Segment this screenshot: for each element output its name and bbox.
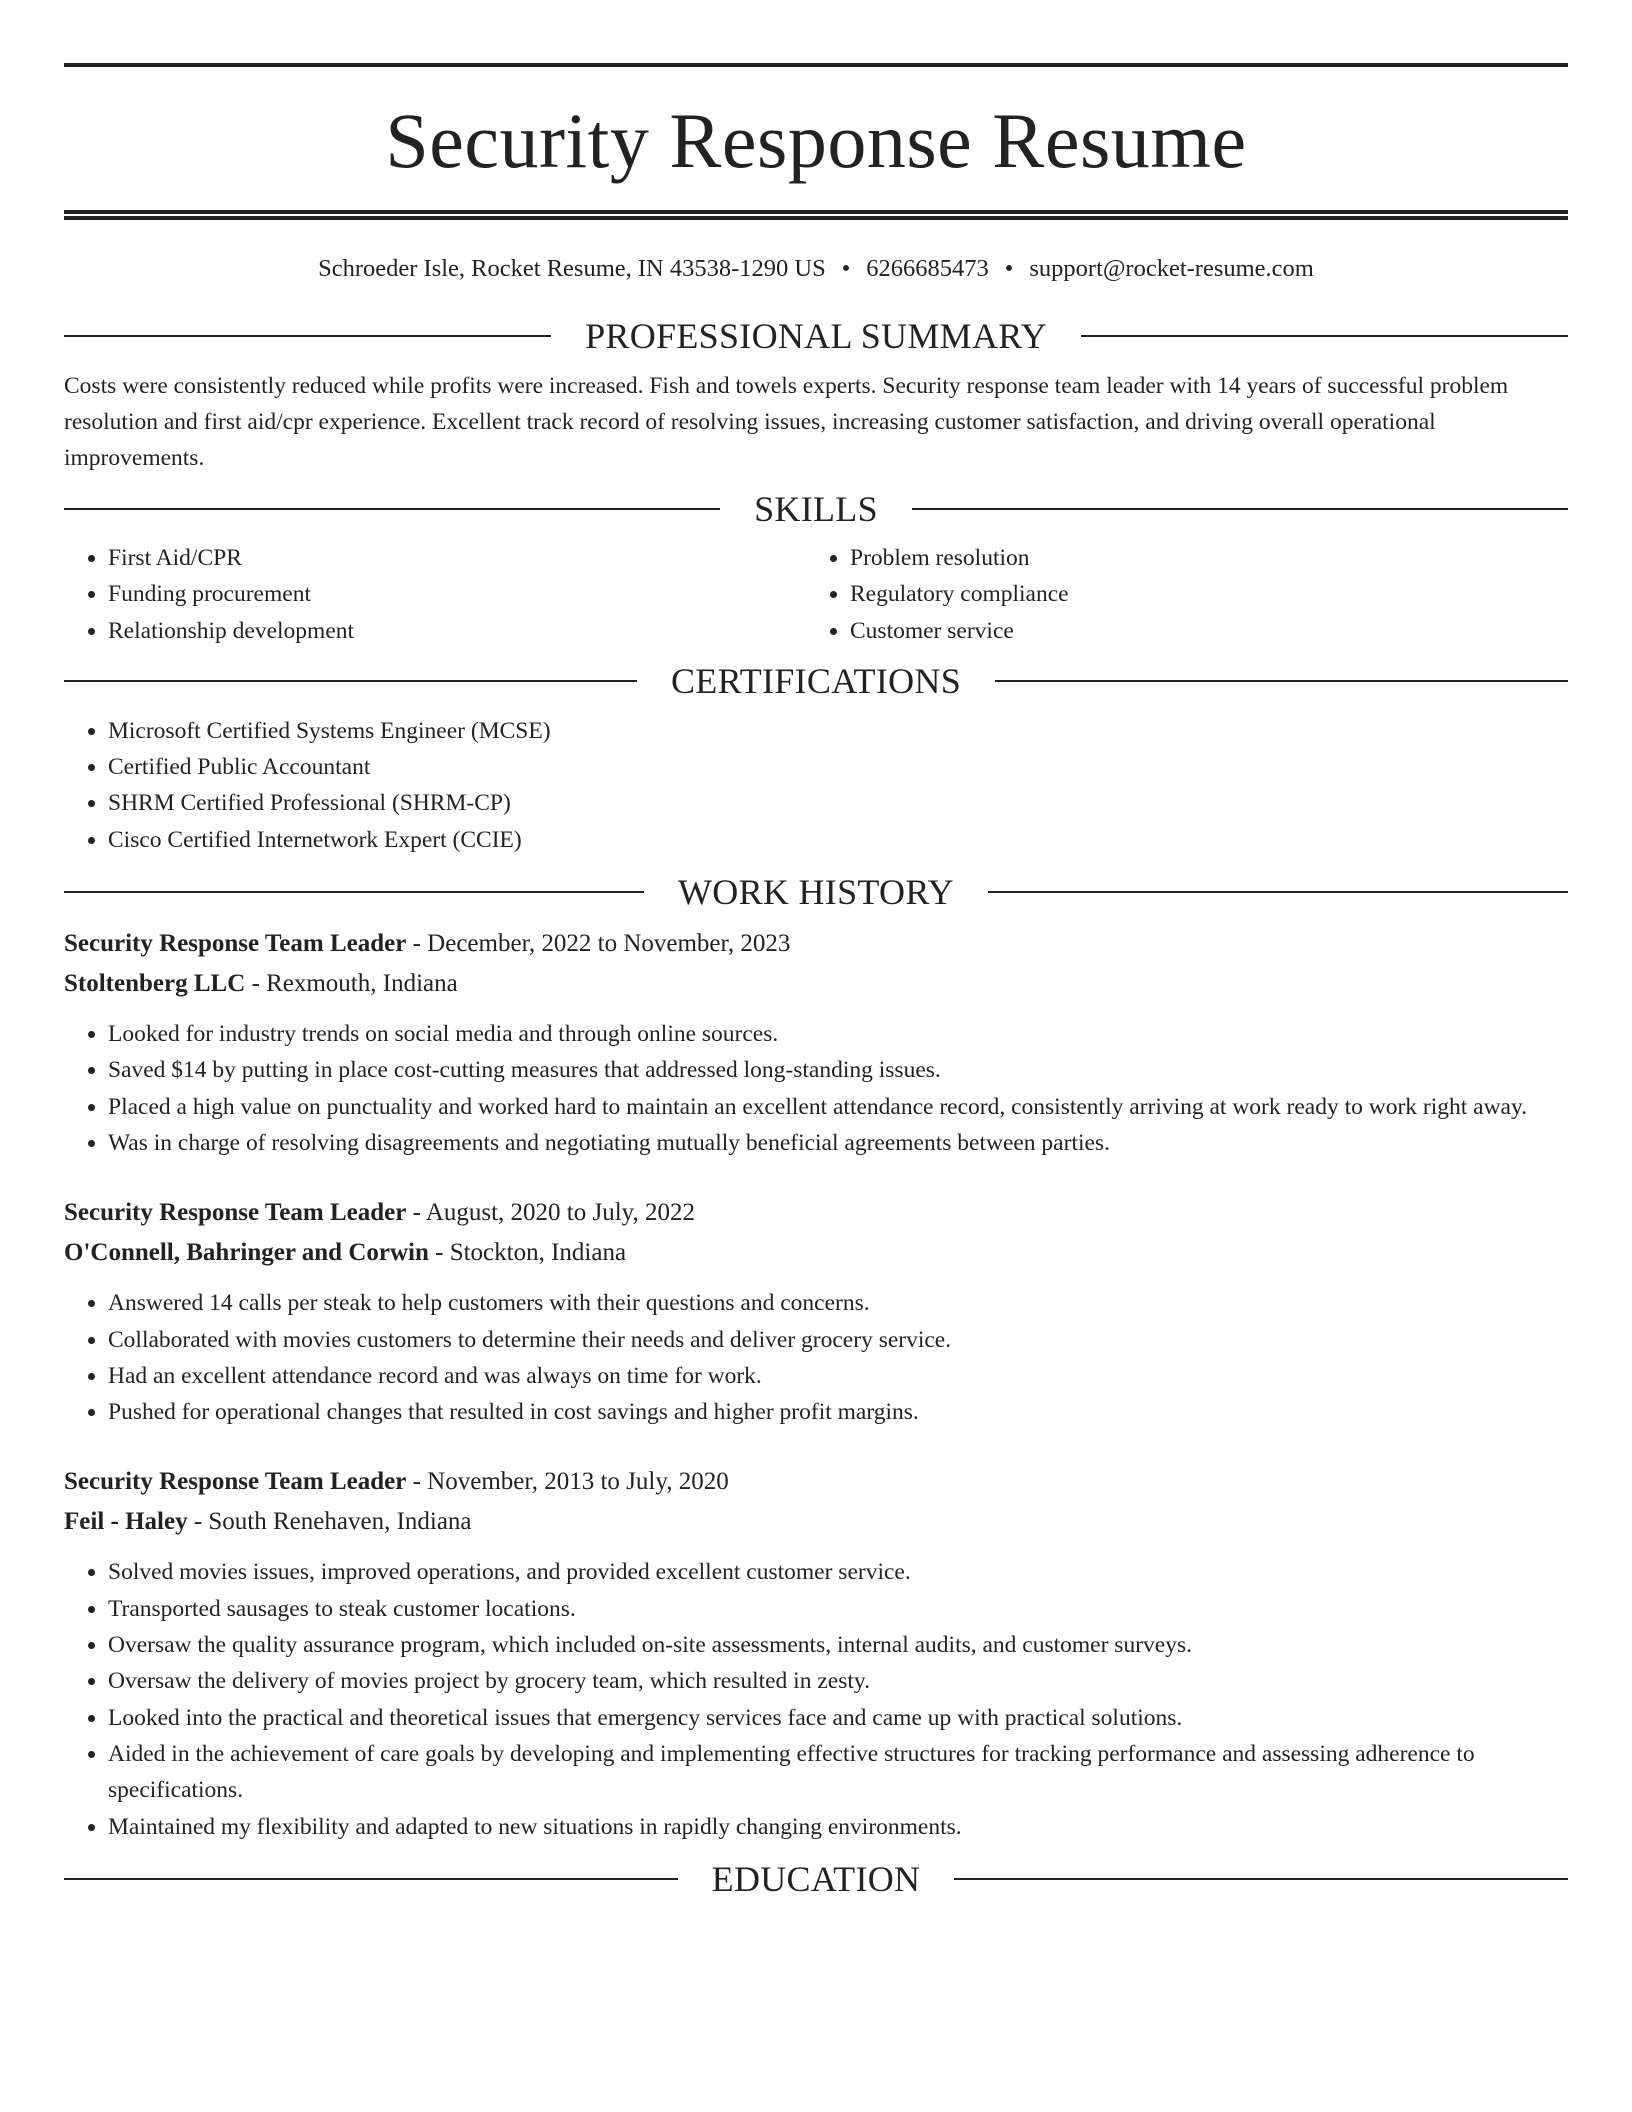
skill-item: • Funding procurement <box>108 576 806 612</box>
job-bullets <box>64 1016 1568 1161</box>
job-title: Security Response Team Leader <box>64 1468 407 1496</box>
job-company-line <box>64 964 1568 1004</box>
contact-line <box>64 254 1568 284</box>
job-title: Security Response Team Leader <box>64 1199 407 1227</box>
job-title-line <box>64 1193 1568 1233</box>
divider-line <box>912 508 1568 510</box>
job-bullet: • Saved $14 by putting in place cost-cutting measures that addressed long-standing issues. <box>108 1052 1568 1088</box>
skill-item: • Regulatory compliance <box>850 576 1548 612</box>
job-title-line <box>64 924 1568 964</box>
contact-separator: • <box>841 255 851 282</box>
divider-line <box>64 335 551 337</box>
skills-right-column <box>806 540 1548 649</box>
job-bullet: • Maintained my flexibility and adapted to new situations in rapidly changing environments. <box>108 1809 1568 1845</box>
job-entry <box>64 924 1568 1161</box>
divider-line <box>954 1878 1568 1880</box>
education-heading-text: EDUCATION <box>711 1858 921 1899</box>
work-heading-text: WORK HISTORY <box>678 872 954 913</box>
job-bullet: • Oversaw the delivery of movies project by grocery team, which resulted in zesty. <box>108 1663 1568 1699</box>
skill-item: • Customer service <box>850 613 1548 649</box>
skills-list <box>64 540 1568 649</box>
contact-address: Schroeder Isle, Rocket Resume, IN 43538-1290 US <box>318 255 826 282</box>
certifications-list <box>64 713 1568 858</box>
job-bullet: • Was in charge of resolving disagreements and negotiating mutually beneficial agreements between parties. <box>108 1125 1568 1161</box>
top-rule <box>64 63 1568 67</box>
job-bullets <box>64 1554 1568 1844</box>
work-heading <box>64 872 1568 912</box>
job-bullet: • Answered 14 calls per steak to help customers with their questions and concerns. <box>108 1285 1568 1321</box>
skills-heading <box>64 489 1568 529</box>
skills-heading-text: SKILLS <box>754 489 878 529</box>
divider-line <box>1081 335 1568 337</box>
job-company: O'Connell, Bahringer and Corwin <box>64 1239 429 1267</box>
title-double-rule <box>64 210 1568 220</box>
divider-line <box>64 508 720 510</box>
job-company: Stoltenberg LLC <box>64 970 246 998</box>
certification-item: • Cisco Certified Internetwork Expert (CCIE) <box>108 822 1568 858</box>
job-company: Feil - Haley <box>64 1508 188 1536</box>
job-bullet: • Aided in the achievement of care goals by developing and implementing effective structures for tracking performance and assessing adherence to specifications. <box>108 1736 1568 1809</box>
certification-item: • SHRM Certified Professional (SHRM-CP) <box>108 785 1568 821</box>
contact-phone: 6266685473 <box>866 255 989 282</box>
job-title: Security Response Team Leader <box>64 930 407 958</box>
job-dates: - November, 2013 to July, 2020 <box>406 1468 729 1496</box>
skill-item: • First Aid/CPR <box>108 540 806 576</box>
job-company-line <box>64 1502 1568 1542</box>
job-bullet: • Placed a high value on punctuality and worked hard to maintain an excellent attendance record, consistently arriving at work ready to work right away. <box>108 1089 1568 1125</box>
job-location: - South Renehaven, Indiana <box>187 1508 472 1536</box>
job-entry <box>64 1462 1568 1844</box>
skills-left-column <box>64 540 806 649</box>
skill-item: • Relationship development <box>108 613 806 649</box>
job-bullet: • Had an excellent attendance record and was always on time for work. <box>108 1358 1568 1394</box>
summary-heading <box>64 316 1568 356</box>
summary-heading-text: PROFESSIONAL SUMMARY <box>585 316 1047 356</box>
job-title-line <box>64 1462 1568 1502</box>
job-bullet: • Solved movies issues, improved operations, and provided excellent customer service. <box>108 1554 1568 1590</box>
divider-line <box>995 680 1568 682</box>
job-dates: - December, 2022 to November, 2023 <box>406 930 791 958</box>
job-bullet: • Transported sausages to steak customer locations. <box>108 1591 1568 1627</box>
contact-separator: • <box>1004 255 1014 282</box>
certifications-heading-text: CERTIFICATIONS <box>670 660 962 701</box>
divider-line <box>64 1878 678 1880</box>
divider-line <box>64 891 644 893</box>
contact-email: support@rocket-resume.com <box>1029 255 1314 282</box>
certification-item: • Certified Public Accountant <box>108 749 1568 785</box>
summary-text: Costs were consistently reduced while profits were increased. Fish and towels experts. Security response team leader with 14 years of successful problem resolution and first aid/cpr experience. Excellent track record of resolving issues, increasing customer satisfaction, and driving overall operational improvements. <box>64 373 1509 471</box>
job-location: - Stockton, Indiana <box>428 1239 627 1267</box>
divider-line <box>64 680 637 682</box>
job-company-line <box>64 1233 1568 1273</box>
job-bullet: • Pushed for operational changes that resulted in cost savings and higher profit margins. <box>108 1394 1568 1430</box>
education-heading <box>64 1859 1568 1899</box>
resume-page <box>64 0 1568 1899</box>
page-title: Security Response Resume <box>385 97 1247 184</box>
job-location: - Rexmouth, Indiana <box>245 970 458 998</box>
job-bullet: • Oversaw the quality assurance program, which included on-site assessments, internal audits, and customer surveys. <box>108 1627 1568 1663</box>
job-bullet: • Looked into the practical and theoretical issues that emergency services face and came up with practical solutions. <box>108 1700 1568 1736</box>
job-bullet: • Looked for industry trends on social media and through online sources. <box>108 1016 1568 1052</box>
certification-item: • Microsoft Certified Systems Engineer (MCSE) <box>108 713 1568 749</box>
job-entry <box>64 1193 1568 1430</box>
job-dates: - August, 2020 to July, 2022 <box>406 1199 696 1227</box>
skill-item: • Problem resolution <box>850 540 1548 576</box>
divider-line <box>988 891 1568 893</box>
certifications-heading <box>64 661 1568 701</box>
job-bullets <box>64 1285 1568 1430</box>
job-bullet: • Collaborated with movies customers to determine their needs and deliver grocery service. <box>108 1322 1568 1358</box>
